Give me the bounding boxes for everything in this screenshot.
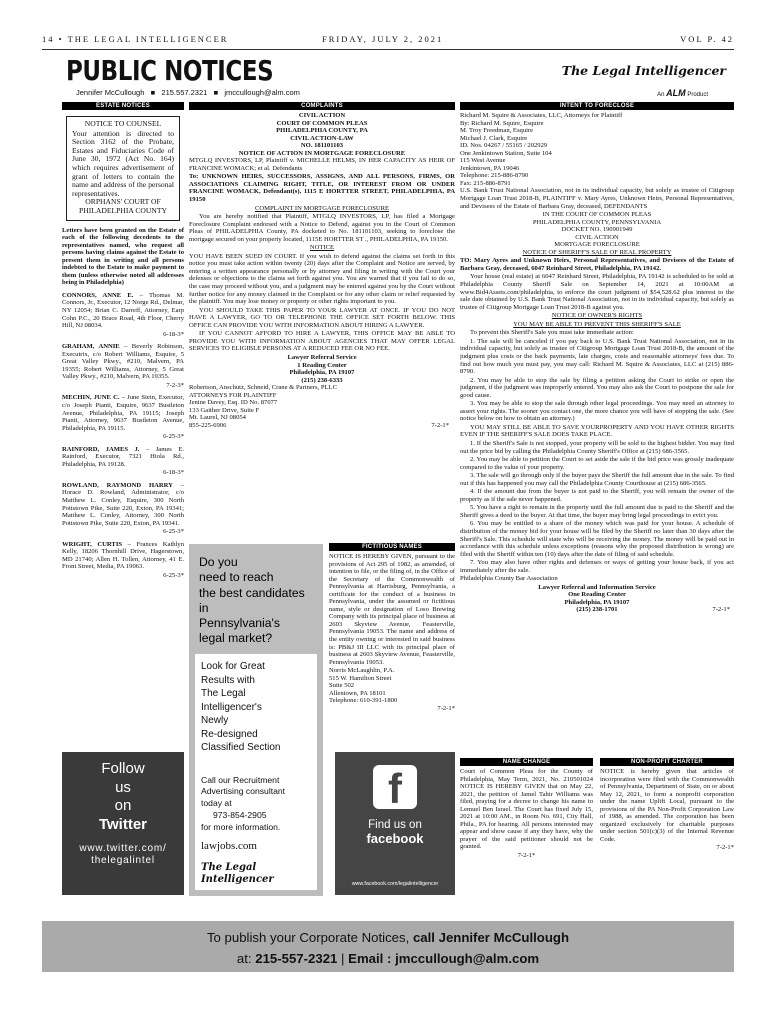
fictitious-names-header: FICTITIOUS NAMES bbox=[329, 543, 455, 551]
twitter-label: Twitter bbox=[98, 815, 148, 833]
estate-entry: CONNORS, ANNE E. – Thomas M. Connors, Jr., Executor, 12 Norge Rd., Delmar, NY 12054; Brian C. Darreff, Attorney, Earp Cohn P.C., 20 Brace Road, 4th Floor, Cherry Hill, NJ 08034. 6-18-3* bbox=[62, 291, 184, 338]
complaint-caption: CIVIL ACTION COURT OF COMMON PLEAS PHILADELPHIA COUNTY, PA CIVIL ACTION-LAW NO. 181101103 NOTICE OF ACTION IN MORTGAGE FORECLOSURE bbox=[238, 112, 406, 157]
facebook-promo[interactable]: f Find us on facebook www.facebook.com/legalintelligencer bbox=[335, 752, 455, 895]
foreclose-referral-service: Lawyer Referral and Information Service One Reading Center Philadelphia, PA 19107 (215) 238-1701 7-2-1* bbox=[538, 583, 730, 614]
estate-entry: MECHIN, JUNE C. – June Stein, Executor, c/o Joseph Pianti, Esquire, 9637 Bustleton Avenue, Philadelphia, PA 19115; Joseph Pianti, Attorney, 9637 Bustleton Avenue, Philadelphia, PA 19115. 6-25-3* bbox=[62, 394, 184, 441]
fictitious-agent: Norris McLaughlin, P.A. 515 W. Hamilton Street Suite 502 Allentown, PA 18101 Telephone: 610-391-1800 bbox=[329, 667, 398, 705]
name-change-header: NAME CHANGE bbox=[460, 758, 593, 766]
complaint-to: To: UNKNOWN HEIRS, SUCCESSORS, ASSIGNS, AND ALL PERSONS, FIRMS, OR ASSOCIATIONS CLAIMING RIGHT, TITLE, OR INTEREST FROM OR UNDER FRANCINE WOMACK, Defendant(s), 1115 E HORTTER STREET, PHILADELPHIA, PA 19150 bbox=[189, 173, 455, 204]
notice-to-counsel-box: NOTICE TO COUNSEL Your attention is directed to Section 3162 of the Probate, Estates and Fiduciaries Code of June 30, 1972 (Act No. 164) which requires advertisement of grant of letters to contain the name and address of the personal representatives. ORPHANS' COURT OF PHILADELPHIA COUNTY bbox=[66, 116, 180, 221]
masthead-logo: The Legal Intelligencer bbox=[561, 63, 726, 78]
intent-to-foreclose-header: INTENT TO FORECLOSE bbox=[460, 102, 734, 110]
recruitment-ad-body: Look for Great Results with The Legal Intelligencer's Newly Re-designed Classified Section Call our Recruitment Advertising consultant today at 973-854-2905 for more information. lawjobs.com The Legal Intelligencer bbox=[195, 654, 317, 890]
complaint-subhead: COMPLAINT IN MORTGAGE FORECLOSURE bbox=[254, 204, 390, 212]
alm-logo: ALM bbox=[666, 88, 686, 98]
estate-entry: GRAHAM, ANNIE – Beverly Robinson, Executrix, c/o Robert Williams, Esquire, 5 Great Valley Pkwy., #210, Malvern, PA 19355; Robert Williams, Attorney, 5 Great Valley Pkwy., #210, Malvern, PA 19355. 7-2-3* bbox=[62, 343, 184, 389]
complaint-parties: MTGLQ INVESTORS, LP, Plaintiff v. MICHELLE HELMS, IN HER CAPACITY AS HEIR OF FRANCINE WOMACK; et al. Defendants bbox=[189, 157, 455, 172]
estate-entry: RAINFORD, JAMES J. – James E. Rainford, Executor, 7321 Hiola Rd., Philadelphia, PA 19128. 6-18-3* bbox=[62, 445, 184, 477]
footer-phone: 215-557-2321 bbox=[255, 951, 338, 966]
volume-label: VOL P. 42 bbox=[680, 34, 734, 44]
page-header-line bbox=[42, 34, 734, 48]
contact-line: Jennifer McCullough ■ 215.557.2321 ■ jmccullough@alm.com bbox=[76, 88, 300, 97]
twitter-url: www.twitter.com/ thelegalintel bbox=[79, 843, 167, 867]
complaints-column: COMPLAINTS CIVIL ACTION COURT OF COMMON PLEAS PHILADELPHIA COUNTY, PA CIVIL ACTION-LAW NO. 181101103 NOTICE OF ACTION IN MORTGAGE FORECLOSURE MTGLQ INVESTORS, LP, Plaintiff v. MICHELLE HELMS, IN HER CAPACITY AS HEIR OF FRANCINE WOMACK; et al. Defendants To: UNKNOWN HEIRS, SUCCESSORS, ASSIGNS, AND ALL PERSONS, FIRMS, OR ASSOCIATIONS CLAIMING RIGHT, TITLE, OR INTEREST FROM OR UNDER FRANCINE WOMACK, Defendant(s), 1115 E HORTTER STREET, PHILADELPHIA, PA 19150 COMPLAINT IN MORTGAGE FORECLOSURE You are hereby notified that Plaintiff, MTGLQ INVESTORS, LP, has filed a Mortgage Foreclosure Complaint endorsed with a Notice to Defend, against you in the Court of Common Pleas of PHILADELPHIA County, PA docketed to No. 181101103, seeking to foreclose the mortgage secured on your property located, 1115E HORTTER ST ., PHILADELPHIA, PA 19150. NOTICE YOU HAVE BEEN SUED IN COURT. If you wish to defend against the claims set forth in this notice you must take action within twenty (20) days after the Complaint and Notice are served, by entering a written appearance personally or by attorney and filing in writing with the Court your defenses or objections to the claims set forth against you. You are warned that if you fail to do so, the case may proceed without you, and a judgment may be entered against you by the Court without further notice for any money claimed in the Complaint or for any other claim or relief requested by the plaintiff. You may lose money or property or other rights important to you. YOU SHOULD TAKE THIS PAPER TO YOUR LAWYER AT ONCE. IF YOU DO NOT HAVE A LAWYER, GO TO OR TELEPHONE THE OFFICE SET FORTH BELOW. THIS OFFICE CAN PROVIDE YOU WITH INFORMATION ABOUT HIRING A LAWYER. IF YOU CANNOT AFFORD TO HIRE A LAWYER, THIS OFFICE MAY BE ABLE TO PROVIDE YOU WITH INFORMATION ABOUT AGENCIES THAT MAY OFFER LEGAL SERVICES TO ELIGIBLE PERSONS AT A REDUCED FEE OR NO FEE. Lawyer Referral Service 1 Reading Center Philadelphia, PA 19107 (215) 238-6333 Robertson, Anschutz, Schneid, Crane & Partners, PLLC ATTORNEYS FOR PLAINTIFF Jenine Davey, Esq. ID No. 87077 133 Gaither Drive, Suite F Mt. Laurel, NJ 08054 855-225-6906 7-2-1* bbox=[189, 103, 455, 429]
foreclose-court-caption: IN THE COURT OF COMMON PLEAS PHILADELPHIA COUNTY, PENNSYLVANIA DOCKET NO. 190901949 CIVIL ACTION MORTGAGE FORECLOSURE bbox=[532, 211, 662, 249]
footer-email[interactable]: jmccullough@alm.com bbox=[395, 951, 540, 966]
facebook-icon: f bbox=[373, 765, 417, 809]
intent-to-foreclose-column: INTENT TO FORECLOSE Richard M. Squire & Associates, LLC, Attorneys for Plaintiff By: Richard M. Squire, Esquire M. Troy Freedman, Esquire Michael J. Clark, Esquire ID. Nos. 04267 / 55165 / 202929 One Jenkintown Station, Suite 104 115 West Avenue Jenkintown, PA 19046 Telephone: 215-886-8790 Fax: 215-886-8791 U.S. Bank Trust National Association, not in its individual capacity, but solely as trustee of Citigroup Mortgage Loan Trust 2018-B, PLAINTIFF v. Mary Ayres, Unknown Heirs, Personal Representatives, and Devisees of the Estate of Barbara Gray, deceased, DEFENDANTS IN THE COURT OF COMMON PLEAS PHILADELPHIA COUNTY, PENNSYLVANIA DOCKET NO. 190901949 CIVIL ACTION MORTGAGE FORECLOSURE NOTICE OF SHERIFF'S SALE OF REAL PROPERTY TO: Mary Ayres and Unknown Heirs, Personal Representatives, and Devisees of the Estate of Barbara Gray, deceased, 6047 Reinhard Street, Philadelphia, PA 19142. Your house (real estate) at 6047 Reinhard Street, Philadelphia, PA 19142 is scheduled to be sold at Philadelphia County Sheriff Sale on September 14, 2021 at 10:00AM at www.Bid4Assets.com/philadelphia, to enforce the court judgment of $54,528.62 plus interest to the sale date obtained by U.S. Bank Trust National Association, not in its individual capacity, but solely as trustee of Citigroup Mortgage Loan Trust 2018-B against you. NOTICE OF OWNER'S RIGHTS YOU MAY BE ABLE TO PREVENT THIS SHERIFF'S SALE To prevent this Sheriff's Sale you must take immediate action: 1. The sale will be canceled if you pay back to U.S. Bank Trust National Association, not in its individual capacity, but solely as trustee of Citigroup Mortgage Loan Trust 2018-B, the amount of the judgment plus costs or the back payments, late charges, costs and reasonable attorneys' fees due. To find out how much you must pay, you may call: Richard M. Squire & Associates, LLC at (215) 886-8790. 2. You may be able to stop the sale by filing a petition asking the Court to strike or open the judgment, if the judgment was improperly entered. You may also ask the Court to postpone the sale for good cause. 3. You may be able to stop the sale through other legal proceedings. You may need an attorney to assert your rights. The sooner you contact one, the more chance you will have of stopping the sale. (See notice below on how to obtain an attorney.) YOU MAY STILL BE ABLE TO SAVE YOURPROPERTY AND YOU HAVE OTHER RIGHTS EVEN IF THE SHERIFF'S SALE DOES TAKE PLACE. 1. If the Sheriff's Sale is not stopped, your property will be sold to the highest bidder. You may find out the price bid by calling the Philadelphia County Sheriff's Office at (215) 686-3565. 2. You may be able to petition the Court to set aside the sale if the bid price was grossly inadequate compared to the value of your property. 3. The sale will go through only if the buyer pays the Sheriff the full amount due in the sale. To find out if this has happened you may call the Philadelphia County Courthouse at (215) 686-3565. 4. If the amount due from the buyer is not paid to the Sheriff, you will remain the owner of the property as if the sale never happened. 5. You have a right to remain in the property until the full amount due is paid to the Sheriff and the Sheriff gives a deed to the buyer. At that time, the buyer may bring legal proceedings to evict you. 6. You may be entitled to a share of the money which was paid for your house. A schedule of distribution of the money bid for your house will be filed by the Sheriff no later than 30 days after the Sheriff's Sale. This schedule will state who will be receiving the money. The money will be paid out in accordance with this schedule unless exceptions (reasons why the proposed distribution is wrong) are filed with the Sheriff within ten (10) days after the date of filing of said schedule. 7. You may also have other rights and defenses or ways of getting your house back, if you act immediately after the sale. Philadelphia County Bar Association Lawyer Referral and Information Service One Reading Center Philadelphia, PA 19107 (215) 238-1701 7-2-1* bbox=[460, 103, 734, 614]
estate-notices-header: ESTATE NOTICES bbox=[62, 102, 184, 110]
footer-contact-name: call Jennifer McCullough bbox=[412, 930, 570, 945]
complaints-header: COMPLAINTS bbox=[189, 102, 455, 110]
contact-email[interactable]: jmccullough@alm.com bbox=[224, 88, 300, 97]
estate-entry: ROWLAND, RAYMOND HARRY – Horace D. Rowland, Administrator, c/o Matthew L. Conley, Esquire, 300 North Pottstown Pike, Suite 220, Exton, PA 19341; Matthew L. Conley, Attorney, 300 North Pottstown Pike, Suite 220, Exton, PA 19341. 6-25-3* bbox=[62, 481, 184, 536]
estate-notices-column bbox=[62, 102, 184, 750]
estate-intro: Letters have been granted on the Estate of each of the following decedents to the representatives named, who request all persons having claims against the Estate to present them in writing and all persons indebted to the Estate to make payment to them (unless otherwise noted all addresses being in Philadelphia) bbox=[62, 226, 184, 287]
masthead-logo-small: The Legal Intelligencer bbox=[201, 862, 274, 886]
banner-title: PUBLIC NOTICES bbox=[66, 54, 274, 87]
ad-phone: 973-854-2905 bbox=[213, 809, 267, 820]
facebook-url: www.facebook.com/legalintelligencer bbox=[351, 881, 439, 887]
facebook-label: facebook bbox=[366, 831, 424, 846]
section-banner bbox=[42, 55, 734, 85]
foreclose-attorney-block: Richard M. Squire & Associates, LLC, Attorneys for Plaintiff By: Richard M. Squire, Esquire M. Troy Freedman, Esquire Michael J. Clark, Esquire ID. Nos. 04267 / 55165 / 202929 One Jenkintown Station, Suite 104 115 West Avenue Jenkintown, PA 19046 Telephone: 215-886-8790 Fax: 215-886-8791 bbox=[460, 112, 623, 187]
issue-date: FRIDAY, JULY 2, 2021 bbox=[322, 34, 444, 44]
header-rule bbox=[42, 49, 734, 50]
alm-product-label: An ALM Product bbox=[657, 88, 708, 98]
lawjobs-logo: lawjobs.com bbox=[201, 840, 257, 853]
nonprofit-charter-header: NON-PROFIT CHARTER bbox=[600, 758, 734, 766]
page-label: 14 • THE LEGAL INTELLIGENCER bbox=[42, 34, 229, 44]
estate-entry: WRIGHT, CURTIS – Frances Kathlyn Kelly, 18206 Thornhill Drive, Hagerstown, MD 21740; Allen H. Tollen, Attorney, 41 E. Front Street, Media, PA 19063. 6-25-3* bbox=[62, 540, 184, 579]
contact-phone: 215.557.2321 bbox=[161, 88, 208, 97]
plaintiff-attorney-block: Robertson, Anschutz, Schneid, Crane & Partners, PLLC ATTORNEYS FOR PLAINTIFF Jenine Davey, Esq. ID No. 87077 133 Gaither Drive, Suite F Mt. Laurel, NJ 08054 855-225-6906 7-2-1* bbox=[189, 384, 449, 429]
name-change-column: NAME CHANGE Court of Common Pleas for the County of Philadelphia, May Term, 2021, No. 210501024 NOTICE IS HEREBY GIVEN that on May 22, 2021, the petition of Jamel Tahir Williams was filed, praying for a decree to change his name to Lemuel Ben Israel. The Court has fixed July 15, 2021 at 10:00 AM., in Room No. 691, City Hall, Phila., PA for hearing. All persons interested may appear and show cause if any they have, why the prayer of the said petitioner should not be granted. 7-2-1* bbox=[460, 759, 593, 860]
fictitious-names-column: FICTITIOUS NAMES NOTICE IS HEREBY GIVEN, pursuant to the provisions of Act 295 of 1982, as amended, of intention to file, or the filing of, in the Office of the Secretary of the Commonwealth of Pennsylvania at Harrisburg, Pennsylvania, a certificate for the conduct of a business in Pennsylvania, under the assumed or fictitious name, style or designation of Loso Brewing Company with its principal place of business at 2603 Skyview Avenue, Feasterville, Pennsylvania 19053. The name and address of the entity owning or interested in said business is: PB&J III LLC with its principal place of business at 2603 Skyview Avenue, Feasterville, Pennsylvania 19053. Norris McLaughlin, P.A. 515 W. Hamilton Street Suite 502 Allentown, PA 18101 Telephone: 610-391-1800 7-2-1* bbox=[329, 544, 455, 712]
twitter-promo[interactable]: Follow us on Twitter www.twitter.com/ thelegalintel bbox=[62, 752, 184, 895]
notice-subhead: NOTICE bbox=[309, 244, 335, 252]
lawyer-referral-service: Lawyer Referral Service 1 Reading Center Philadelphia, PA 19107 (215) 238-6333 bbox=[287, 353, 357, 384]
contact-name: Jennifer McCullough bbox=[76, 88, 145, 97]
footer-banner: To publish your Corporate Notices, call Jennifer McCullough at: 215-557-2321 | Email : jmccullough@alm.com bbox=[42, 921, 734, 972]
ad-headline: Do you need to reach the best candidates in Pennsylvania's legal market? bbox=[199, 555, 305, 646]
nonprofit-charter-column: NON-PROFIT CHARTER NOTICE is hereby given that articles of incorporation were filed with the Commonwealth of Pennsylvania, Department of State, on or about May 12, 2021, to form a nonprofit corporation under the name Uplift Local, pursuant to the provisions of the PA Non-Profit Corporation Law of 1988, as amended. The corporation has been organized exclusively for charitable purposes under section 501(c)(3) of the Internal Revenue Code. 7-2-1* bbox=[600, 759, 734, 852]
